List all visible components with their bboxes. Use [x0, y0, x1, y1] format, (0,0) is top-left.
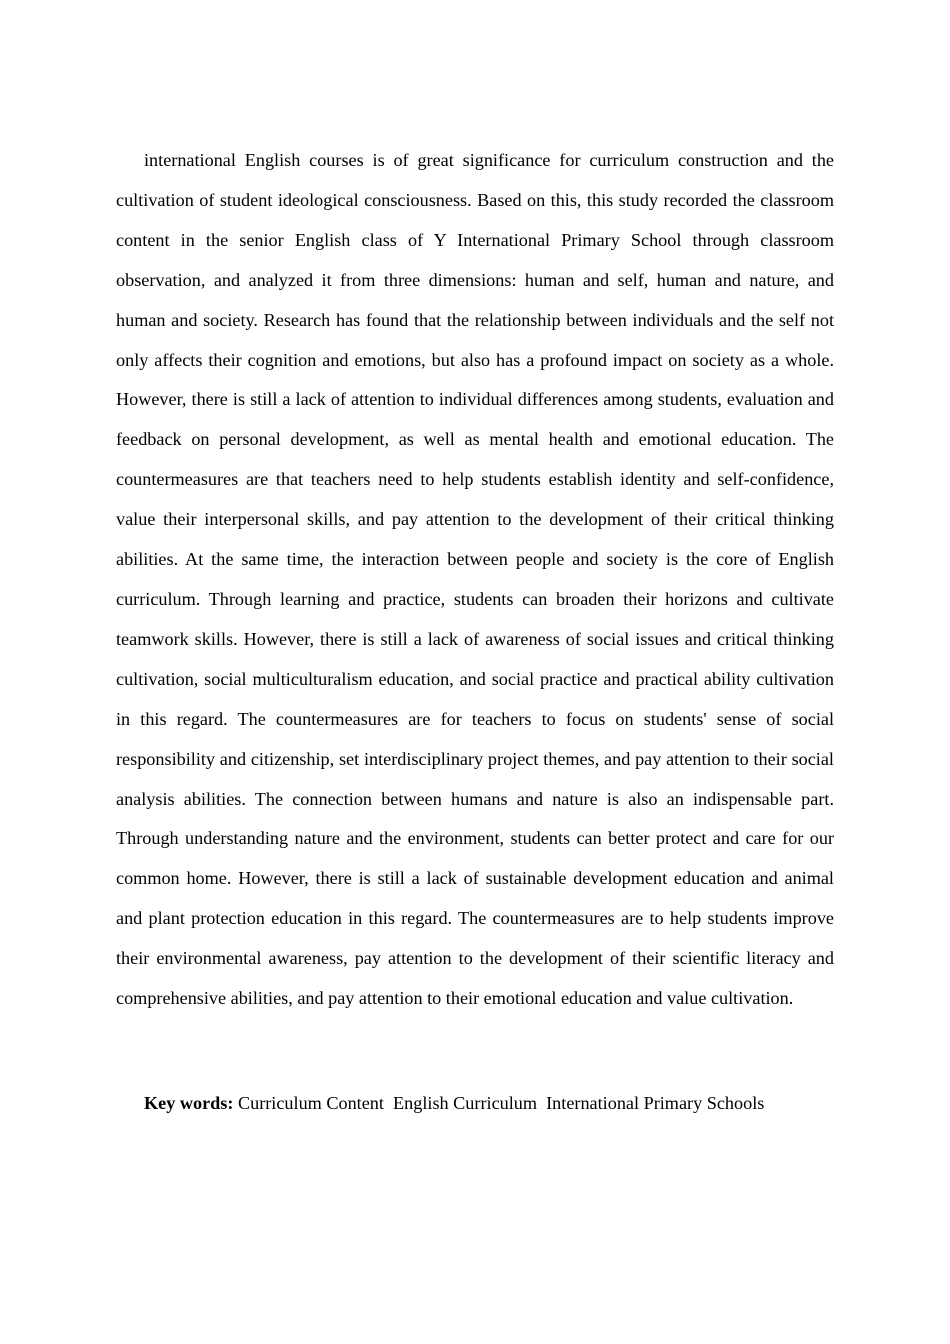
keywords-list: Curriculum Content English Curriculum International Primary Schools — [233, 1093, 765, 1113]
abstract-paragraph: international English courses is of great significance for curriculum construction and the cultivation of student ideological consciousness. Based on this, this study recorded the classroom content in the senior English class of Y International Primary School through classroom observation, and analyzed it from three dimensions: human and self, human and nature, and human and society. Research has found that the relationship between individuals and the self not only affects their cognition and emotions, but also has a profound impact on society as a whole. However, there is still a lack of attention to individual differences among students, evaluation and feedback on personal development, as well as mental health and emotional education. The countermeasures are that teachers need to help students establish identity and self-confidence, value their interpersonal skills, and pay attention to the development of their critical thinking abilities. At the same time, the interaction between people and society is the core of English curriculum. Through learning and practice, students can broaden their horizons and cultivate teamwork skills. However, there is still a lack of awareness of social issues and critical thinking cultivation, social multiculturalism education, and social practice and practical ability cultivation in this regard. The countermeasures are for teachers to focus on students' sense of social responsibility and citizenship, set interdisciplinary project themes, and pay attention to their social analysis abilities. The connection between humans and nature is also an indispensable part. Through understanding nature and the environment, students can better protect and care for our common home. However, there is still a lack of sustainable development education and animal and plant protection education in this regard. The countermeasures are to help students improve their environmental awareness, pay attention to the development of their scientific literacy and comprehensive abilities, and pay attention to their emotional education and value cultivation. — [116, 150, 834, 1009]
keywords-label: Key words: — [144, 1093, 234, 1113]
keywords-line — [144, 1088, 844, 1118]
